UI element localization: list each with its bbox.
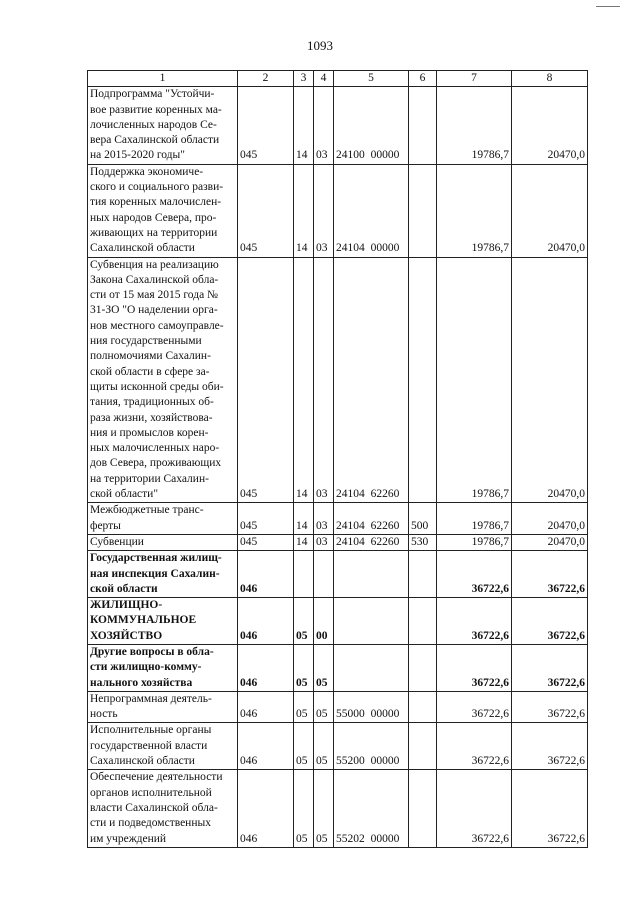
target-code-cell: [334, 644, 409, 691]
table-row: [88, 551, 588, 598]
expense-type-cell: [409, 598, 437, 645]
subsection-code-cell: 05: [314, 691, 334, 723]
page-number: 1093: [307, 38, 333, 53]
table-row: [88, 503, 588, 535]
ministry-code-cell: 046: [238, 770, 294, 847]
expense-type-cell: [409, 257, 437, 503]
row-name-cell: Подпрограмма "Устойчи- вое развитие коренных ма- лочисленных народов Се- вера Сахалинской области на 2015-2020 годы": [88, 87, 238, 164]
row-name-cell: Субвенция на реализацию Закона Сахалинской обла- сти от 15 мая 2015 года № 31-ЗО "О наделении орга- нов местного самоуправле- ния государственными полномочиями Сахалин- ской области в сфере за- щиты исконной среды оби- тания, традиционных об- раза жизни, хозяйствова- ния и промыслов корен- ных малочисленных наро- дов Севера, проживающих на территории Сахалин- ской области": [88, 257, 238, 503]
expense-type-cell: 500: [409, 503, 437, 535]
subsection-code-cell: 03: [314, 503, 334, 535]
ministry-code-cell: 045: [238, 534, 294, 550]
target-code-cell: 24104 62260: [334, 534, 409, 550]
section-code-cell: 14: [294, 503, 314, 535]
section-code-cell: 05: [294, 770, 314, 847]
target-code-cell: 55000 00000: [334, 691, 409, 723]
section-code-cell: [294, 551, 314, 598]
row-name-cell: Исполнительные органы государственной власти Сахалинской области: [88, 723, 238, 770]
section-code-cell: 05: [294, 644, 314, 691]
budget-table: [87, 70, 588, 848]
column-header: 8: [512, 71, 588, 87]
ministry-code-cell: 046: [238, 598, 294, 645]
table-row: [88, 257, 588, 503]
section-code-cell: 14: [294, 164, 314, 257]
table-row: [88, 164, 588, 257]
section-code-cell: 14: [294, 257, 314, 503]
section-code-cell: 05: [294, 691, 314, 723]
row-name-cell: Обеспечение деятельности органов исполнительной власти Сахалинской обла- сти и подведомственных им учреждений: [88, 770, 238, 847]
amount-2024-cell: 20470,0: [512, 503, 588, 535]
amount-2024-cell: 20470,0: [512, 534, 588, 550]
subsection-code-cell: 05: [314, 644, 334, 691]
target-code-cell: [334, 551, 409, 598]
row-name-cell: Поддержка экономиче- ского и социального разви- тия коренных малочислен- ных народов Севера, про- живающих на территории Сахалинской области: [88, 164, 238, 257]
subsection-code-cell: 03: [314, 257, 334, 503]
amount-2023-cell: 36722,6: [437, 770, 512, 847]
amount-2023-cell: 36722,6: [437, 598, 512, 645]
ministry-code-cell: 046: [238, 691, 294, 723]
target-code-cell: [334, 598, 409, 645]
expense-type-cell: [409, 551, 437, 598]
ministry-code-cell: 046: [238, 551, 294, 598]
amount-2024-cell: 36722,6: [512, 551, 588, 598]
subsection-code-cell: [314, 551, 334, 598]
scan-artifact-line: [596, 6, 620, 7]
row-name-cell: Субвенции: [88, 534, 238, 550]
amount-2024-cell: 36722,6: [512, 598, 588, 645]
amount-2023-cell: 19786,7: [437, 257, 512, 503]
ministry-code-cell: 046: [238, 644, 294, 691]
expense-type-cell: [409, 644, 437, 691]
section-code-cell: 14: [294, 87, 314, 164]
amount-2023-cell: 36722,6: [437, 551, 512, 598]
section-code-cell: 05: [294, 723, 314, 770]
target-code-cell: 24100 00000: [334, 87, 409, 164]
amount-2024-cell: 20470,0: [512, 87, 588, 164]
table-row: [88, 598, 588, 645]
subsection-code-cell: 03: [314, 87, 334, 164]
column-header: 5: [334, 71, 409, 87]
table-row: [88, 534, 588, 550]
expense-type-cell: [409, 87, 437, 164]
column-header: 6: [409, 71, 437, 87]
expense-type-cell: 530: [409, 534, 437, 550]
ministry-code-cell: 045: [238, 87, 294, 164]
expense-type-cell: [409, 723, 437, 770]
column-header: 2: [238, 71, 294, 87]
target-code-cell: 24104 62260: [334, 503, 409, 535]
subsection-code-cell: 05: [314, 770, 334, 847]
row-name-cell: Другие вопросы в обла- сти жилищно-комму- нального хозяйства: [88, 644, 238, 691]
ministry-code-cell: 045: [238, 503, 294, 535]
amount-2023-cell: 19786,7: [437, 503, 512, 535]
target-code-cell: 55200 00000: [334, 723, 409, 770]
amount-2024-cell: 36722,6: [512, 691, 588, 723]
subsection-code-cell: 03: [314, 534, 334, 550]
amount-2024-cell: 20470,0: [512, 257, 588, 503]
amount-2023-cell: 36722,6: [437, 691, 512, 723]
ministry-code-cell: 046: [238, 723, 294, 770]
table-row: [88, 644, 588, 691]
ministry-code-cell: 045: [238, 164, 294, 257]
subsection-code-cell: 05: [314, 723, 334, 770]
subsection-code-cell: 00: [314, 598, 334, 645]
row-name-cell: Государственная жилищ- ная инспекция Сахалин- ской области: [88, 551, 238, 598]
amount-2024-cell: 36722,6: [512, 644, 588, 691]
expense-type-cell: [409, 770, 437, 847]
amount-2023-cell: 36722,6: [437, 723, 512, 770]
header-row: [88, 71, 588, 87]
column-header: 3: [294, 71, 314, 87]
table-row: [88, 691, 588, 723]
amount-2023-cell: 36722,6: [437, 644, 512, 691]
target-code-cell: 24104 62260: [334, 257, 409, 503]
row-name-cell: ЖИЛИЩНО- КОММУНАЛЬНОЕ ХОЗЯЙСТВО: [88, 598, 238, 645]
expense-type-cell: [409, 164, 437, 257]
column-header: 7: [437, 71, 512, 87]
amount-2024-cell: 20470,0: [512, 164, 588, 257]
amount-2023-cell: 19786,7: [437, 87, 512, 164]
amount-2024-cell: 36722,6: [512, 770, 588, 847]
row-name-cell: Межбюджетные транс- ферты: [88, 503, 238, 535]
column-header: 4: [314, 71, 334, 87]
table-row: [88, 723, 588, 770]
ministry-code-cell: 045: [238, 257, 294, 503]
amount-2023-cell: 19786,7: [437, 534, 512, 550]
target-code-cell: 24104 00000: [334, 164, 409, 257]
row-name-cell: Непрограммная деятель- ность: [88, 691, 238, 723]
amount-2023-cell: 19786,7: [437, 164, 512, 257]
section-code-cell: 14: [294, 534, 314, 550]
table-row: [88, 770, 588, 847]
subsection-code-cell: 03: [314, 164, 334, 257]
target-code-cell: 55202 00000: [334, 770, 409, 847]
table-row: [88, 87, 588, 164]
column-header: 1: [88, 71, 238, 87]
expense-type-cell: [409, 691, 437, 723]
section-code-cell: 05: [294, 598, 314, 645]
amount-2024-cell: 36722,6: [512, 723, 588, 770]
